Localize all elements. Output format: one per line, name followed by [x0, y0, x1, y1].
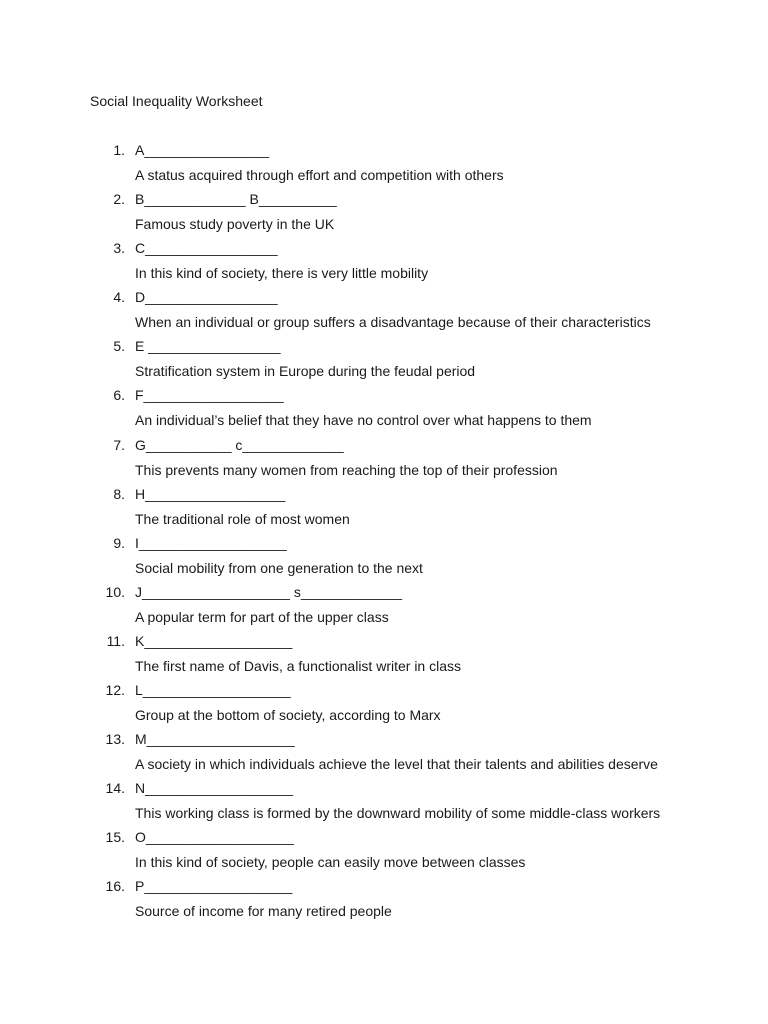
- question-item-8: [0, 485, 768, 534]
- answer-blank: C_________________: [135, 240, 278, 257]
- question-number: 9.: [113, 534, 125, 551]
- question-number: 16.: [105, 878, 125, 895]
- question-clue: When an individual or group suffers a disadvantage because of their characteristics: [135, 314, 651, 331]
- question-item-12: [0, 681, 768, 730]
- answer-blank: H__________________: [135, 485, 286, 502]
- question-item-10: [0, 583, 768, 632]
- question-clue: The traditional role of most women: [135, 510, 350, 527]
- question-number: 4.: [113, 289, 125, 306]
- answer-blank: A________________: [135, 142, 269, 158]
- question-item-15: [0, 828, 768, 877]
- question-number: 15.: [105, 829, 125, 846]
- worksheet-title: Social Inequality Worksheet: [90, 93, 263, 109]
- answer-blank: N___________________: [135, 780, 294, 797]
- question-number: 5.: [113, 338, 125, 355]
- question-item-9: [0, 534, 768, 583]
- question-clue: An individual’s belief that they have no control over what happens to them: [135, 412, 592, 429]
- question-number: 2.: [113, 191, 125, 208]
- answer-blank: P___________________: [135, 878, 293, 895]
- question-clue: Source of income for many retired people: [135, 903, 392, 920]
- question-item-11: [0, 632, 768, 681]
- answer-blank: E _________________: [135, 338, 281, 355]
- question-clue: Group at the bottom of society, according to Marx: [135, 707, 441, 724]
- question-clue: The first name of Davis, a functionalist writer in class: [135, 657, 462, 674]
- question-clue: In this kind of society, there is very little mobility: [135, 265, 429, 282]
- question-item-5: [0, 337, 768, 386]
- question-item-7: [0, 436, 768, 485]
- question-number: 14.: [105, 780, 125, 797]
- answer-blank: J___________________ s_____________: [135, 583, 403, 600]
- question-item-14: [0, 779, 768, 828]
- question-item-1: [0, 141, 768, 190]
- question-list: [0, 141, 768, 927]
- question-number: 6.: [113, 387, 125, 404]
- question-clue: Stratification system in Europe during the feudal period: [135, 363, 476, 380]
- question-number: 11.: [106, 632, 125, 649]
- question-number: 12.: [105, 682, 125, 699]
- question-number: 1.: [113, 142, 125, 158]
- answer-blank: I___________________: [135, 534, 287, 551]
- answer-blank: K___________________: [135, 632, 293, 649]
- question-clue: In this kind of society, people can easily move between classes: [135, 854, 526, 871]
- question-number: 13.: [105, 731, 125, 748]
- question-number: 7.: [113, 436, 125, 453]
- question-item-3: [0, 239, 768, 288]
- answer-blank: G___________ c_____________: [135, 436, 344, 453]
- answer-blank: L___________________: [135, 682, 291, 699]
- question-number: 8.: [113, 485, 125, 502]
- question-clue: A status acquired through effort and competition with others: [135, 167, 504, 183]
- question-item-6: [0, 386, 768, 435]
- answer-blank: F__________________: [135, 387, 284, 404]
- question-number: 10.: [105, 583, 125, 600]
- answer-blank: O___________________: [135, 829, 294, 846]
- question-clue: Famous study poverty in the UK: [135, 216, 335, 233]
- question-item-16: [0, 877, 768, 926]
- question-clue: A popular term for part of the upper class: [135, 608, 389, 625]
- question-item-4: [0, 288, 768, 337]
- answer-blank: B_____________ B__________: [135, 191, 337, 208]
- question-clue: Social mobility from one generation to the next: [135, 559, 423, 576]
- question-number: 3.: [113, 240, 125, 257]
- question-clue: A society in which individuals achieve the level that their talents and abilities deserve: [135, 756, 658, 773]
- question-clue: This working class is formed by the downward mobility of some middle-class workers: [135, 805, 661, 822]
- answer-blank: M___________________: [135, 731, 295, 748]
- question-item-2: [0, 190, 768, 239]
- answer-blank: D_________________: [135, 289, 278, 306]
- question-item-13: [0, 730, 768, 779]
- question-clue: This prevents many women from reaching the top of their profession: [135, 461, 558, 478]
